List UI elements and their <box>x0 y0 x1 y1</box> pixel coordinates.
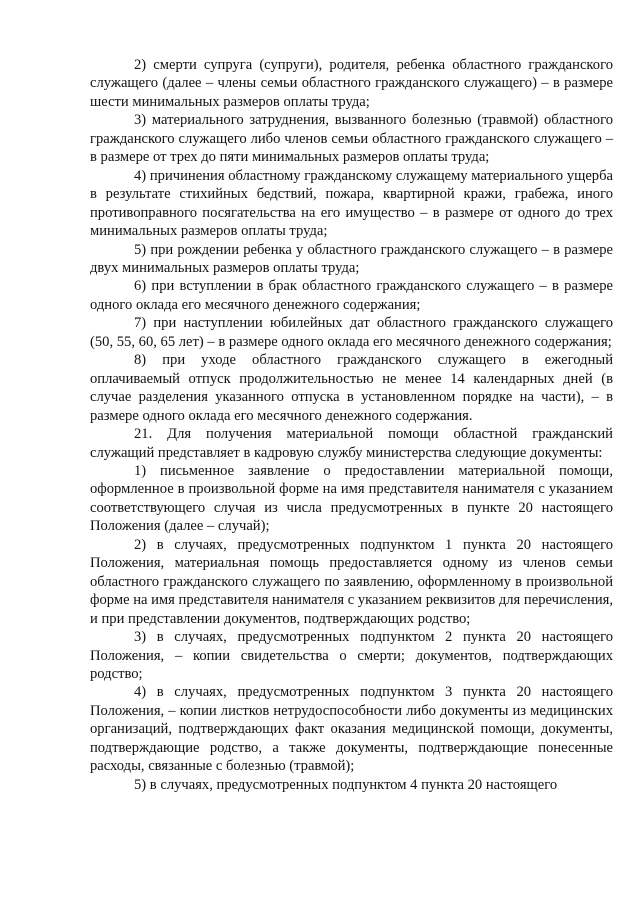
paragraph-item-7: 7) при наступлении юбилейных дат областного гражданского служащего (50, 55, 60, 65 лет) – в размере одного оклада его месячного денежного содержания; <box>90 315 613 350</box>
paragraph-item-6: 6) при вступлении в брак областного гражданского служащего – в размере одного оклада его месячного денежного содержания; <box>90 278 613 313</box>
paragraph-doc-5: 5) в случаях, предусмотренных подпунктом 4 пункта 20 настоящего <box>134 776 558 793</box>
paragraph-doc-2: 2) в случаях, предусмотренных подпунктом 1 пункта 20 настоящего Положения, материальная помощь предоставляется одному из членов семьи областного гражданского служащего по заявлению, оформленному в произвольной форме на имя представителя нанимателя с указанием реквизитов для перечисления, и при представлении документов, подтверждающих родство; <box>90 536 613 627</box>
paragraph-item-4: 4) причинения областному гражданскому служащему материального ущерба в результате стихийных бедствий, пожара, квартирной кражи, грабежа, иного противоправного посягательства на его имущество – в размере от одного до трех минимальных размеров оплаты труда; <box>90 167 613 240</box>
paragraph-section-21: 21. Для получения материальной помощи областной гражданский служащий представляет в кадровую службу министерства следующие документы: <box>90 426 613 461</box>
paragraph-doc-1: 1) письменное заявление о предоставлении материальной помощи, оформленное в произвольной форме на имя представителя нанимателя с указанием соответствующего случая из числа предусмотренных в пункте 20 настоящего Положения (далее – случай); <box>90 462 613 535</box>
paragraph-item-2: 2) смерти супруга (супруги), родителя, ребенка областного гражданского служащего (далее – члены семьи областного гражданского служащего) – в размере шести минимальных размеров оплаты труда; <box>90 57 613 110</box>
paragraph-doc-3: 3) в случаях, предусмотренных подпунктом 2 пункта 20 настоящего Положения, – копии свидетельства о смерти; документов, подтверждающих родство; <box>90 629 613 682</box>
paragraph-item-5: 5) при рождении ребенка у областного гражданского служащего – в размере двух минимальных размеров оплаты труда; <box>90 241 613 276</box>
document-body <box>90 56 613 794</box>
paragraph-doc-4: 4) в случаях, предусмотренных подпунктом 3 пункта 20 настоящего Положения, – копии листков нетрудоспособности либо документы из медицинских организаций, подтверждающих факт оказания медицинской помощи, документы, подтверждающие родство, а также документы, подтверждающие понесенные расходы, связанные с болезнью (травмой); <box>90 684 613 775</box>
paragraph-item-3: 3) материального затруднения, вызванного болезнью (травмой) областного гражданского служащего либо членов семьи областного гражданского служащего – в размере от трех до пяти минимальных размеров оплаты труда; <box>90 112 613 166</box>
paragraph-item-8: 8) при уходе областного гражданского служащего в ежегодный оплачиваемый отпуск продолжительностью не менее 14 календарных дней (в случае разделения указанного отпуска в установленном порядке на части), – в размере одного оклада его месячного денежного содержания. <box>90 352 613 424</box>
